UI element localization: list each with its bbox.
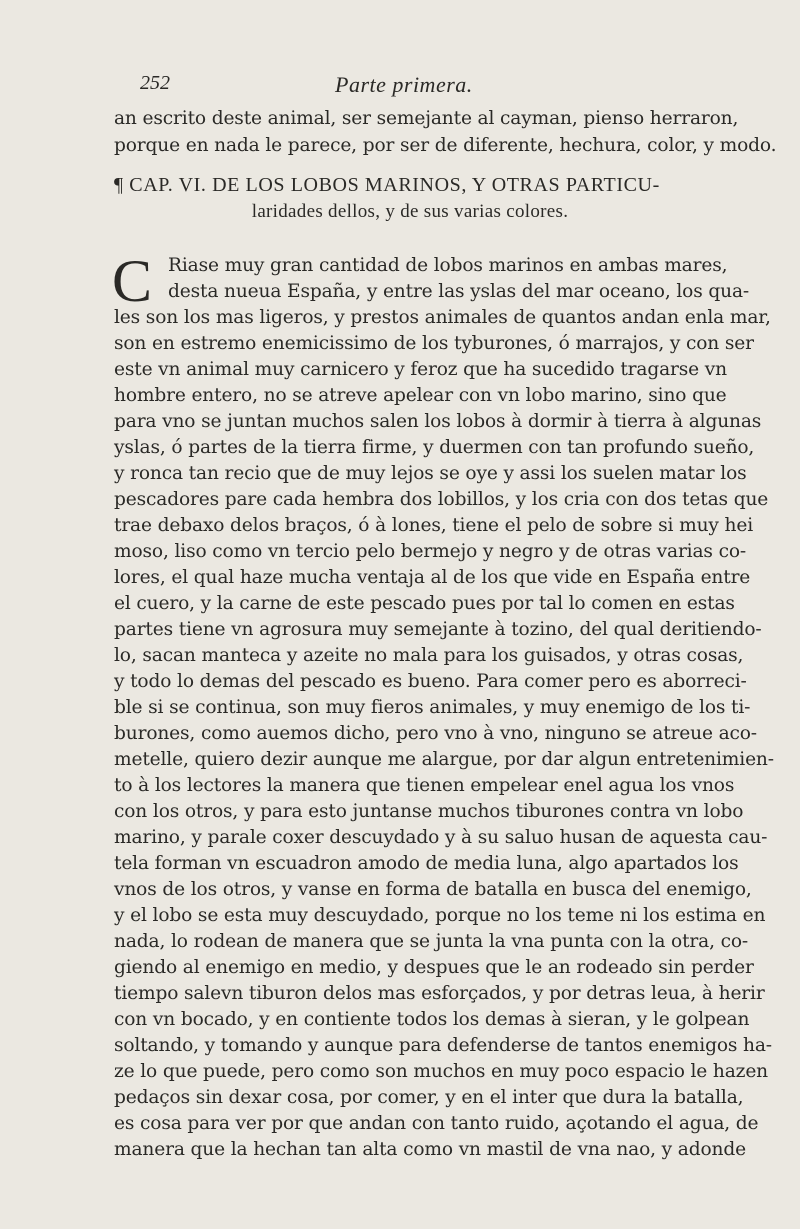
- text-line: tela forman vn escuadron amodo de media luna, algo apartados los: [114, 853, 739, 874]
- text-line: hombre entero, no se atreve apelear con vn lobo marino, sino que: [114, 385, 727, 406]
- text-line: porque en nada le parece, por ser de diferente, hechura, color, y modo.: [114, 135, 777, 156]
- drop-cap-initial: C: [112, 248, 153, 314]
- text-line: moso, liso como vn tercio pelo bermejo y negro y de otras varias co-: [114, 541, 747, 562]
- text-line: partes tiene vn agrosura muy semejante à tozino, del qual deritiendo-: [114, 619, 762, 640]
- text-line: burones, como auemos dicho, pero vno à vno, ninguno se atreue aco-: [114, 723, 757, 744]
- text-line: metelle, quiero dezir aunque me alargue, por dar algun entretenimien-: [114, 749, 774, 770]
- page-number: 252: [140, 72, 170, 94]
- text-line: es cosa para ver por que andan con tanto ruido, açotando el agua, de: [114, 1113, 759, 1134]
- text-line: les son los mas ligeros, y prestos animales de quantos andan enla mar,: [114, 307, 771, 328]
- text-line: trae debaxo delos braços, ó à lones, tiene el pelo de sobre si muy hei: [114, 515, 754, 536]
- chapter-subtitle: laridades dellos, y de sus varias colores.: [251, 201, 569, 222]
- text-line: desta nueua España, y entre las yslas del mar oceano, los qua-: [168, 281, 750, 302]
- text-line: pescadores pare cada hembra dos lobillos, y los cria con dos tetas que: [114, 489, 769, 510]
- text-line: marino, y parale coxer descuydado y à su saluo husan de aquesta cau-: [114, 827, 768, 848]
- text-line: giendo al enemigo en medio, y despues que le an rodeado sin perder: [114, 957, 754, 978]
- text-line: to à los lectores la manera que tienen empelear enel agua los vnos: [114, 775, 735, 796]
- text-line: Riase muy gran cantidad de lobos marinos en ambas mares,: [168, 255, 728, 276]
- text-line: yslas, ó partes de la tierra firme, y duermen con tan profundo sueño,: [114, 437, 755, 458]
- text-line: son en estremo enemicissimo de los tyburones, ó marrajos, y con ser: [114, 333, 754, 354]
- text-line: este vn animal muy carnicero y feroz que ha sucedido tragarse vn: [114, 359, 727, 380]
- text-line: ze lo que puede, pero como son muchos en muy poco espacio le hazen: [114, 1061, 768, 1082]
- text-line: soltando, y tomando y aunque para defenderse de tantos enemigos ha-: [114, 1035, 772, 1056]
- text-line: lores, el qual haze mucha ventaja al de los que vide en España entre: [114, 567, 751, 588]
- text-line: con los otros, y para esto juntanse muchos tiburones contra vn lobo: [114, 801, 744, 822]
- text-line: y ronca tan recio que de muy lejos se oye y assi los suelen matar los: [114, 463, 747, 484]
- text-line: nada, lo rodean de manera que se junta la vna punta con la otra, co-: [114, 931, 749, 952]
- text-line: manera que la hechan tan alta como vn mastil de vna nao, y adonde: [114, 1139, 746, 1160]
- text-line: an escrito deste animal, ser semejante al cayman, pienso herraron,: [114, 108, 739, 129]
- page-header: [0, 72, 800, 100]
- text-line: para vno se juntan muchos salen los lobos à dormir à tierra à algunas: [114, 411, 762, 432]
- text-line: pedaços sin dexar cosa, por comer, y en el inter que dura la batalla,: [114, 1087, 744, 1108]
- chapter-title: ¶ CAP. VI. DE LOS LOBOS MARINOS, Y OTRAS PARTICU-: [114, 174, 660, 196]
- text-line: vnos de los otros, y vanse en forma de batalla en busca del enemigo,: [114, 879, 752, 900]
- text-line: el cuero, y la carne de este pescado pues por tal lo comen en estas: [114, 593, 735, 614]
- text-line: ble si se continua, son muy fieros animales, y muy enemigo de los ti-: [114, 697, 751, 718]
- running-head: Parte primera.: [335, 72, 473, 97]
- text-line: y todo lo demas del pescado es bueno. Para comer pero es aborreci-: [114, 671, 747, 692]
- text-line: con vn bocado, y en contiente todos los demas à sieran, y le golpean: [114, 1009, 750, 1030]
- text-line: lo, sacan manteca y azeite no mala para los guisados, y otras cosas,: [114, 645, 744, 666]
- text-line: tiempo salevn tiburon delos mas esforçados, y por detras leua, à herir: [114, 983, 765, 1004]
- text-line: y el lobo se esta muy descuydado, porque no los teme ni los estima en: [114, 905, 766, 926]
